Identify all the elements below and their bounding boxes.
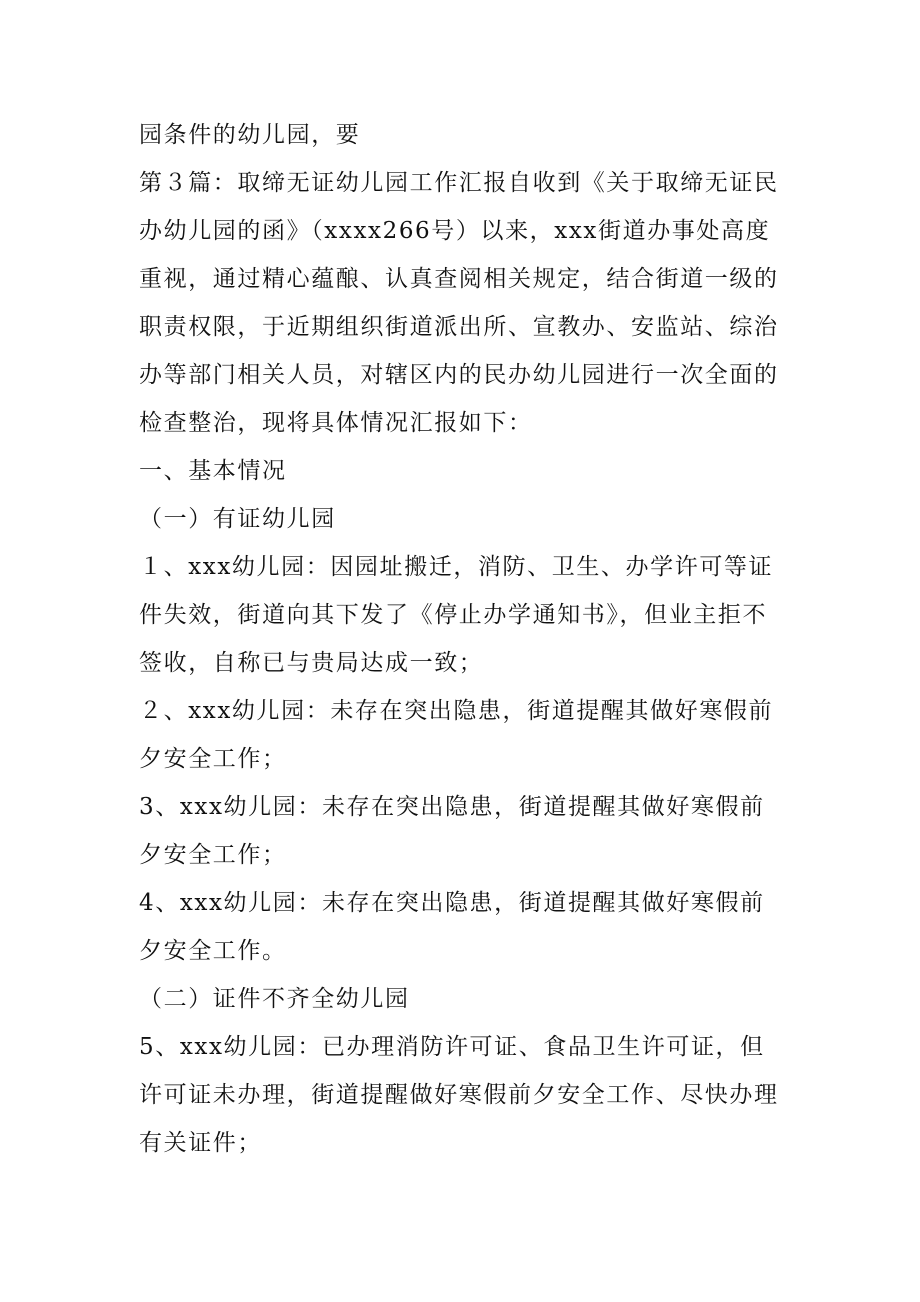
list-item-1: １、xxx幼儿园：因园址搬迁，消防、卫生、办学许可等证件失效，街道向其下发了《停止办学通知书》，但业主拒不签收，自称已与贵局达成一致； (139, 554, 774, 676)
subsection-heading-licensed: （一）有证幼儿园 (139, 506, 336, 532)
paragraph-continuation: 园条件的幼儿园，要 (139, 122, 361, 148)
paragraph-article-intro: 第３篇：取缔无证幼儿园工作汇报自收到《关于取缔无证民办幼儿园的函》（xxxx266号）以来，xxx街道办事处高度重视，通过精心蕴酿、认真查阅相关规定，结合街道一级的职责权限，于近期组织街道派出所、宣教办、安监站、综治办等部门相关人员，对辖区内的民办幼儿园进行一次全面的检查整治，现将具体情况汇报如下： (139, 170, 779, 436)
list-item-5: 5、xxx幼儿园：已办理消防许可证、食品卫生许可证，但许可证未办理，街道提醒做好寒假前夕安全工作、尽快办理有关证件； (139, 1034, 779, 1156)
list-item-4: 4、xxx幼儿园：未存在突出隐患，街道提醒其做好寒假前夕安全工作。 (139, 890, 765, 964)
document-body (139, 111, 789, 1167)
section-heading-basic-situation: 一、基本情况 (139, 458, 287, 484)
subsection-heading-incomplete: （二）证件不齐全幼儿园 (139, 986, 410, 1012)
list-item-3: 3、xxx幼儿园：未存在突出隐患，街道提醒其做好寒假前夕安全工作； (139, 794, 765, 868)
list-item-2: ２、xxx幼儿园：未存在突出隐患，街道提醒其做好寒假前夕安全工作； (139, 698, 774, 772)
